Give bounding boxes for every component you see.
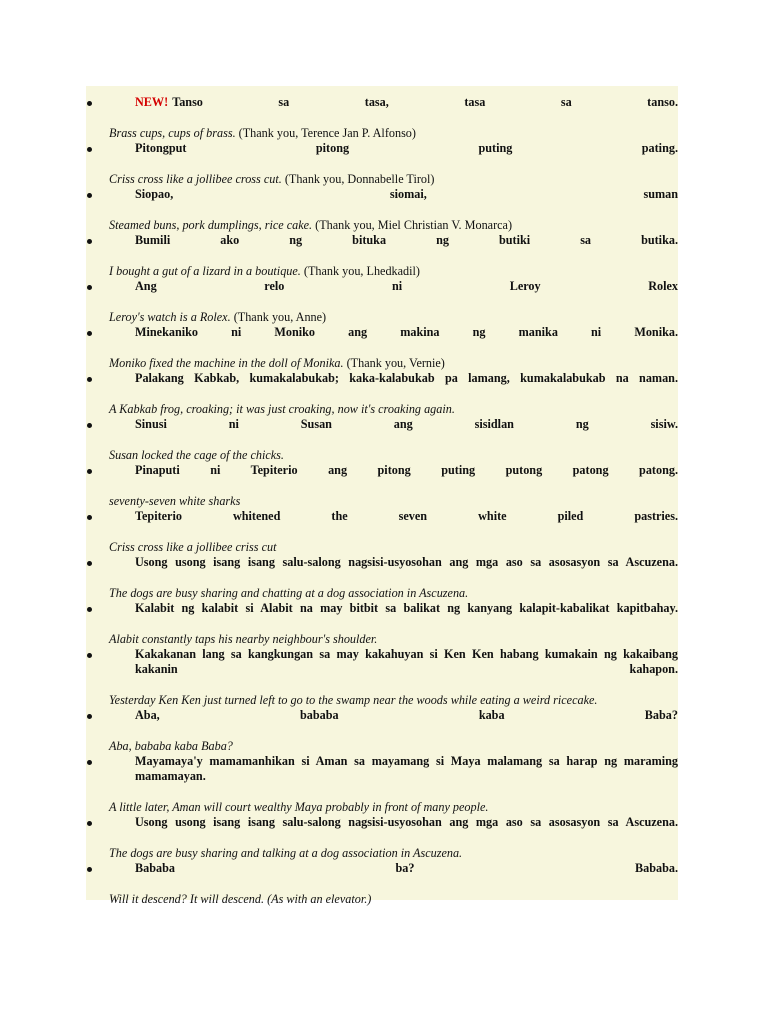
bullet-icon [87, 469, 92, 474]
list-item [86, 754, 678, 815]
list-item [86, 233, 678, 279]
bullet-icon [87, 285, 92, 290]
list-item [86, 141, 678, 187]
bullet-icon [87, 101, 92, 106]
bullet-icon [87, 377, 92, 382]
list-item [86, 509, 678, 555]
tongue-twister-phrase: Minekaniko ni Moniko ang makina ng manika ni Monika. [135, 325, 678, 339]
tongue-twister-phrase: NEW! Tanso sa tasa, tasa sa tanso. [135, 95, 678, 109]
list-item [86, 463, 678, 509]
new-badge: NEW! [135, 95, 169, 109]
tongue-twister-phrase: Pinaputi ni Tepiterio ang pitong puting putong patong patong. [135, 463, 678, 477]
translation-line: The dogs are busy sharing and chatting at a dog association in Ascuzena. [109, 586, 469, 600]
list-item [86, 815, 678, 861]
list-item [86, 86, 678, 141]
translation-line: Leroy's watch is a Rolex. (Thank you, Anne) [109, 310, 327, 324]
list-item [86, 861, 678, 907]
tongue-twister-phrase: Usong usong isang isang salu-salong nagsisi-usyosohan ang mga aso sa asosasyon sa Ascuzena. [135, 555, 678, 569]
translation-line: Steamed buns, pork dumplings, rice cake. (Thank you, Miel Christian V. Monarca) [109, 218, 513, 232]
tongue-twister-phrase: Bumili ako ng bituka ng butiki sa butika. [135, 233, 678, 247]
translation-line: Brass cups, cups of brass. (Thank you, Terence Jan P. Alfonso) [109, 126, 416, 140]
bullet-icon [87, 239, 92, 244]
bullet-icon [87, 147, 92, 152]
translation-line: A little later, Aman will court wealthy Maya probably in front of many people. [109, 800, 489, 814]
translation-line: Criss cross like a jollibee criss cut [109, 540, 277, 554]
tongue-twister-phrase: Siopao, siomai, suman [135, 187, 678, 201]
list-item [86, 647, 678, 708]
tongue-twister-phrase: Pitongput pitong puting pating. [135, 141, 678, 155]
tongue-twister-phrase: Ang relo ni Leroy Rolex [135, 279, 678, 293]
bullet-icon [87, 331, 92, 336]
bullet-icon [87, 607, 92, 612]
list-item [86, 555, 678, 601]
bullet-icon [87, 653, 92, 658]
list-item [86, 417, 678, 463]
tongue-twister-phrase: Usong usong isang isang salu-salong nagsisi-usyosohan ang mga aso sa asosasyon sa Ascuzena. [135, 815, 678, 829]
tongue-twister-phrase: Aba, bababa kaba Baba? [135, 708, 678, 722]
tongue-twister-phrase: Mayamaya'y mamamanhikan si Aman sa mayamang si Maya malamang sa harap ng maraming mamamayan. [135, 754, 678, 783]
tongue-twister-phrase: Palakang Kabkab, kumakalabukab; kaka-kalabukab pa lamang, kumakalabukab na naman. [135, 371, 678, 385]
tongue-twister-phrase: Kakakanan lang sa kangkungan sa may kakahuyan si Ken Ken habang kumakain ng kakaibang kakanin kahapon. [135, 647, 678, 676]
tongue-twister-phrase: Tepiterio whitened the seven white piled pastries. [135, 509, 678, 523]
bullet-icon [87, 867, 92, 872]
bullet-icon [87, 821, 92, 826]
translation-line: Yesterday Ken Ken just turned left to go to the swamp near the woods while eating a weird ricecake. [109, 693, 598, 707]
tongue-twister-phrase: Bababa ba? Bababa. [135, 861, 678, 875]
bullet-icon [87, 760, 92, 765]
list-item [86, 279, 678, 325]
translation-line: I bought a gut of a lizard in a boutique. (Thank you, Lhedkadil) [109, 264, 420, 278]
translation-line: Moniko fixed the machine in the doll of Monika. (Thank you, Vernie) [109, 356, 445, 370]
translation-line: Susan locked the cage of the chicks. [109, 448, 284, 462]
translation-line: The dogs are busy sharing and talking at a dog association in Ascuzena. [109, 846, 463, 860]
translation-line: Aba, bababa kaba Baba? [109, 739, 233, 753]
bullet-icon [87, 423, 92, 428]
tongue-twister-list [86, 86, 678, 907]
tongue-twister-phrase: Sinusi ni Susan ang sisidlan ng sisiw. [135, 417, 678, 431]
list-item [86, 601, 678, 647]
bullet-icon [87, 561, 92, 566]
bullet-icon [87, 714, 92, 719]
translation-line: seventy-seven white sharks [109, 494, 241, 508]
list-item [86, 325, 678, 371]
translation-line: Criss cross like a jollibee cross cut. (Thank you, Donnabelle Tirol) [109, 172, 435, 186]
bullet-icon [87, 515, 92, 520]
tongue-twister-phrase: Kalabit ng kalabit si Alabit na may bitbit sa balikat ng kanyang kalapit-kabalikat kapitbahay. [135, 601, 678, 615]
document-page [86, 86, 678, 906]
translation-line: Will it descend? It will descend. (As with an elevator.) [109, 892, 372, 906]
list-item [86, 371, 678, 417]
list-item [86, 708, 678, 754]
translation-line: Alabit constantly taps his nearby neighbour's shoulder. [109, 632, 378, 646]
translation-line: A Kabkab frog, croaking; it was just croaking, now it's croaking again. [109, 402, 455, 416]
list-item [86, 187, 678, 233]
bullet-icon [87, 193, 92, 198]
